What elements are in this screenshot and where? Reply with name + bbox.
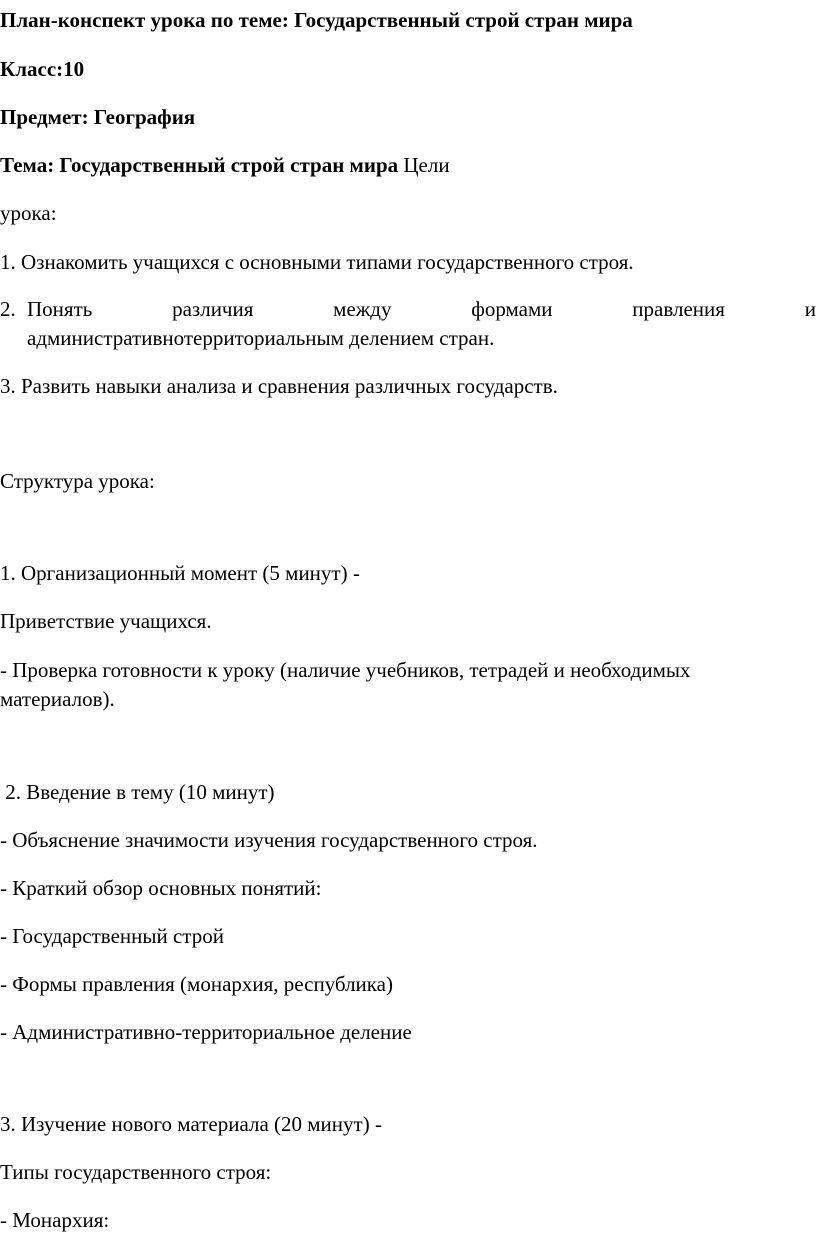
goals-label: урока:	[0, 201, 57, 225]
goal-item-2-words	[27, 296, 816, 322]
topic-line	[0, 152, 450, 178]
topic-tail: Цели	[398, 153, 450, 177]
goal-word: формами	[471, 297, 553, 321]
step-2-title: 2. Введение в тему (10 минут)	[0, 780, 275, 804]
subject-line: Предмет: География	[0, 105, 196, 129]
goal-item-1: 1. Ознакомить учащихся с основными типами государственного строя.	[0, 250, 634, 274]
goal-item-2-number: 2.	[0, 297, 16, 321]
step-2-line-4: - Формы правления (монархия, республика)	[0, 972, 393, 996]
step-1-line-2a: - Проверка готовности к уроку (наличие учебников, тетрадей и необходимых	[0, 658, 691, 682]
step-1-line-2b: материалов).	[0, 687, 115, 711]
step-1-title: 1. Организационный момент (5 минут) -	[0, 561, 360, 585]
goal-word: между	[333, 297, 392, 321]
class-line: Класс:10	[0, 57, 85, 81]
step-3-line-2: - Монархия:	[0, 1208, 110, 1232]
goal-item-3: 3. Развить навыки анализа и сравнения различных государств.	[0, 374, 558, 398]
step-2-line-2: - Краткий обзор основных понятий:	[0, 876, 322, 900]
goal-word: правления	[632, 297, 725, 321]
goal-word: различия	[172, 297, 254, 321]
structure-heading: Структура урока:	[0, 469, 155, 493]
step-2-line-5: - Административно-территориальное деление	[0, 1020, 412, 1044]
step-3-line-1: Типы государственного строя:	[0, 1160, 272, 1184]
goal-word: и	[804, 297, 816, 321]
goal-word: Понять	[27, 297, 93, 321]
step-1-line-1: Приветствие учащихся.	[0, 609, 212, 633]
step-2-line-1: - Объяснение значимости изучения государственного строя.	[0, 828, 538, 852]
step-2-line-3: - Государственный строй	[0, 924, 224, 948]
goal-item-2-continuation: административнотерриториальным делением стран.	[27, 326, 495, 350]
topic-label: Тема: Государственный строй стран мира	[0, 153, 399, 177]
document-title: План-конспект урока по теме: Государственный строй стран мира	[0, 8, 633, 32]
step-3-title: 3. Изучение нового материала (20 минут) -	[0, 1112, 382, 1136]
